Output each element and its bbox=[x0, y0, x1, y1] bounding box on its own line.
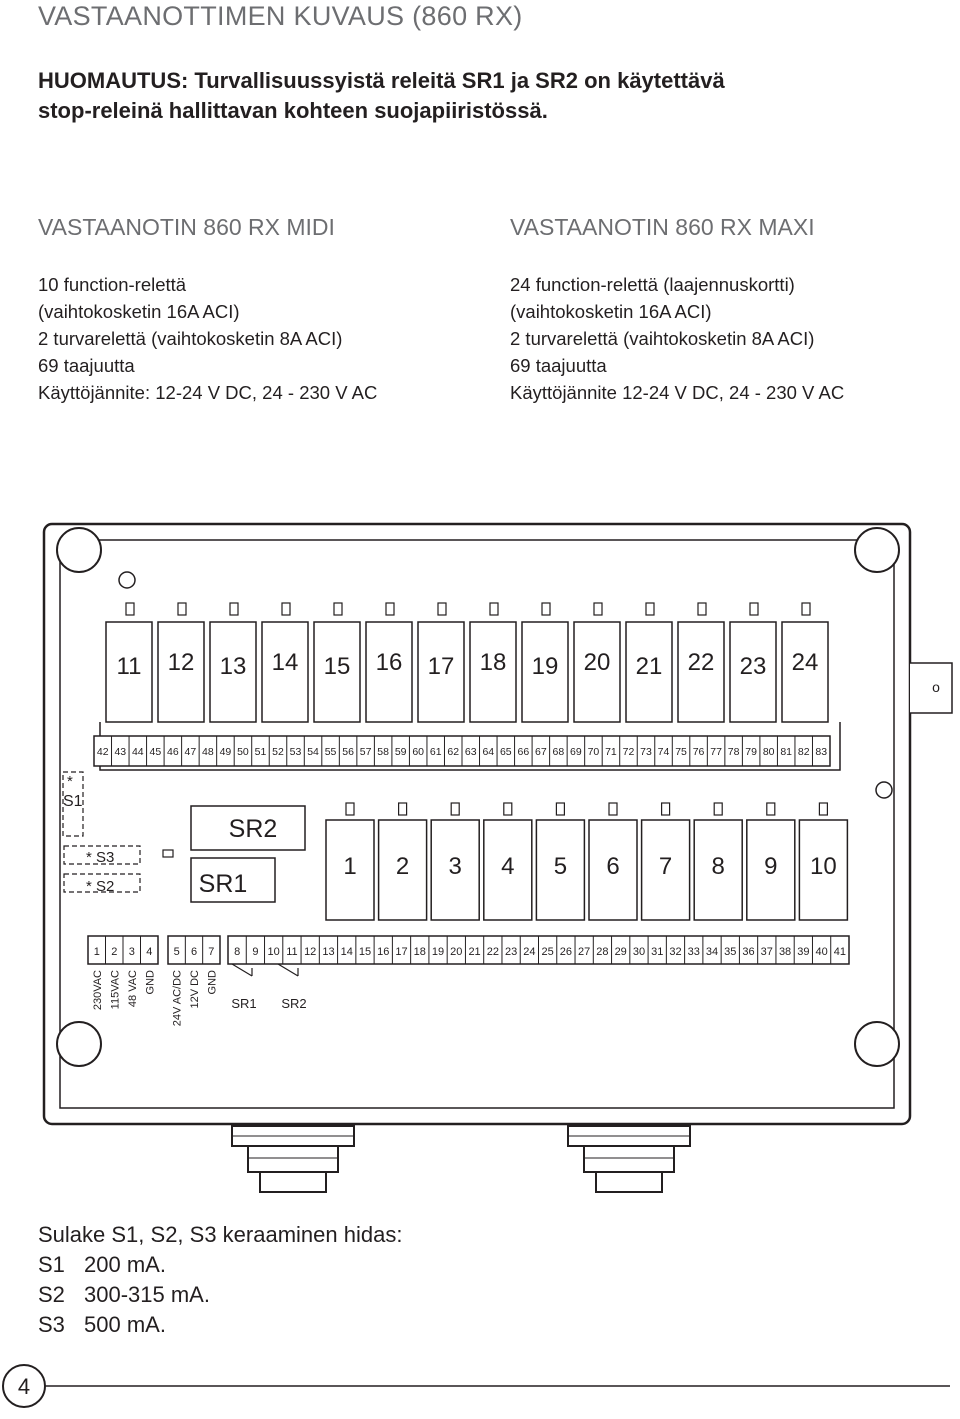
safety-warning bbox=[38, 66, 725, 126]
power-terminal-caption: 48 VAC bbox=[126, 970, 139, 1008]
terminal-52-label: 52 bbox=[272, 746, 284, 758]
relay-indicator-led bbox=[698, 603, 706, 615]
midi-spec-line: 69 taajuutta bbox=[38, 355, 135, 376]
terminal-12-label: 12 bbox=[304, 946, 317, 958]
side-tab bbox=[910, 663, 952, 713]
page-footer bbox=[0, 1355, 960, 1419]
receiver-wiring-diagram bbox=[0, 500, 960, 1200]
terminal-62-label: 62 bbox=[447, 746, 460, 758]
sr1-label: SR1 bbox=[198, 870, 248, 898]
terminal-80-label: 80 bbox=[762, 746, 775, 758]
relay-7-label: 7 bbox=[658, 853, 673, 880]
relay-indicator-led bbox=[662, 803, 670, 815]
terminal-66-label: 66 bbox=[517, 746, 530, 758]
terminal-20-label: 20 bbox=[450, 946, 463, 958]
page-number: 4 bbox=[17, 1374, 31, 1399]
relay-10-label: 10 bbox=[810, 853, 837, 880]
relay-indicator-led bbox=[819, 803, 827, 815]
relay-18-label: 18 bbox=[479, 649, 507, 676]
relay-6-label: 6 bbox=[606, 853, 620, 880]
terminal-54-label: 54 bbox=[307, 746, 319, 758]
terminal-18-label: 18 bbox=[413, 946, 426, 958]
maxi-spec-line: 2 turvarelettä (vaihtokosketin 8A ACI) bbox=[510, 328, 815, 349]
terminal-83-label: 83 bbox=[815, 746, 828, 758]
relay-indicator-led bbox=[399, 803, 407, 815]
terminal-9-label: 9 bbox=[252, 946, 259, 958]
terminal-25-label: 25 bbox=[541, 946, 554, 958]
relay-indicator-led bbox=[230, 603, 238, 615]
terminal-81-label: 81 bbox=[780, 746, 793, 758]
mounting-hole bbox=[57, 1022, 101, 1066]
relay-4-label: 4 bbox=[501, 853, 515, 880]
terminal-45-label: 45 bbox=[149, 746, 162, 758]
warning-line-2: stop-releinä hallittavan kohteen suojapiiristössä. bbox=[38, 98, 548, 123]
sr1-output-label: SR1 bbox=[231, 996, 257, 1011]
dc-terminal-caption: GND bbox=[206, 970, 219, 995]
terminal-77-label: 77 bbox=[710, 746, 722, 758]
terminal-33-label: 33 bbox=[687, 946, 700, 958]
warning-line-1: HUOMAUTUS: Turvallisuussyistä releitä SR1 ja SR2 on käytettävä bbox=[38, 68, 725, 93]
terminal-73-label: 73 bbox=[640, 746, 652, 758]
terminal-48-label: 48 bbox=[202, 746, 214, 758]
relay-indicator-led bbox=[438, 603, 446, 615]
terminal-8-label: 8 bbox=[234, 946, 241, 958]
relay-1-label: 1 bbox=[343, 853, 357, 880]
terminal-21-label: 21 bbox=[468, 946, 481, 958]
maxi-specs bbox=[510, 271, 844, 406]
relay-23-label: 23 bbox=[739, 653, 767, 680]
relay-indicator-led bbox=[451, 803, 459, 815]
maxi-spec-line: Käyttöjännite 12-24 V DC, 24 - 230 V AC bbox=[510, 382, 845, 403]
terminal-1-label: 1 bbox=[93, 946, 100, 958]
fuse-spec bbox=[38, 1220, 402, 1340]
terminal-3-label: 3 bbox=[128, 946, 135, 958]
terminal-57-label: 57 bbox=[359, 746, 372, 758]
fuse-name: S2 bbox=[38, 1282, 65, 1307]
cable-gland-right bbox=[568, 1126, 690, 1192]
relay-indicator-led bbox=[594, 603, 602, 615]
mounting-hole bbox=[855, 1022, 899, 1066]
terminal-61-label: 61 bbox=[429, 746, 442, 758]
midi-spec-line: 10 function-relettä bbox=[38, 274, 187, 295]
terminal-19-label: 19 bbox=[431, 946, 445, 958]
terminal-22-label: 22 bbox=[486, 946, 499, 958]
terminal-43-label: 43 bbox=[114, 746, 127, 758]
terminal-75-label: 75 bbox=[675, 746, 687, 758]
relay-21-label: 21 bbox=[635, 653, 663, 680]
terminal-71-label: 71 bbox=[605, 746, 617, 758]
relay-indicator-led bbox=[714, 803, 722, 815]
fuse-value: 200 mA. bbox=[84, 1252, 166, 1277]
terminal-34-label: 34 bbox=[705, 946, 719, 958]
terminal-74-label: 74 bbox=[657, 746, 670, 758]
board-screw-hole bbox=[119, 572, 135, 588]
relay-11-label: 11 bbox=[116, 653, 142, 680]
sr-indicator-led bbox=[163, 850, 173, 857]
terminal-50-label: 50 bbox=[237, 746, 249, 758]
terminal-47-label: 47 bbox=[184, 746, 197, 758]
terminal-2-label: 2 bbox=[111, 946, 118, 958]
terminal-28-label: 28 bbox=[596, 946, 609, 958]
mounting-hole bbox=[57, 528, 101, 572]
terminal-26-label: 26 bbox=[559, 946, 573, 958]
relay-indicator-led bbox=[609, 803, 617, 815]
terminal-59-label: 59 bbox=[394, 746, 407, 758]
fuse-s2-label: * S2 bbox=[86, 878, 115, 895]
maxi-spec-line: (vaihtokosketin 16A ACI) bbox=[510, 301, 712, 322]
relay-24-label: 24 bbox=[791, 649, 819, 676]
terminal-44-label: 44 bbox=[131, 746, 144, 758]
terminal-31-label: 31 bbox=[651, 946, 664, 958]
terminal-65-label: 65 bbox=[499, 746, 512, 758]
maxi-spec-line: 24 function-relettä (laajennuskortti) bbox=[510, 274, 795, 295]
power-terminal-caption: 230VAC bbox=[91, 970, 104, 1011]
relay-20-label: 20 bbox=[583, 649, 611, 676]
relay-indicator-led bbox=[802, 603, 810, 615]
midi-spec-line: (vaihtokosketin 16A ACI) bbox=[38, 301, 240, 322]
relay-22-label: 22 bbox=[687, 649, 715, 676]
terminal-76-label: 76 bbox=[692, 746, 705, 758]
relay-16-label: 16 bbox=[375, 649, 403, 676]
relay-indicator-led bbox=[346, 803, 354, 815]
midi-heading: VASTAANOTIN 860 RX MIDI bbox=[38, 214, 335, 240]
fuse-value: 500 mA. bbox=[84, 1312, 166, 1337]
fuse-s1-label: S1 bbox=[63, 793, 83, 810]
dc-terminal-caption: 24V AC/DC bbox=[171, 970, 184, 1027]
relay-indicator-led bbox=[556, 803, 564, 815]
terminal-40-label: 40 bbox=[815, 946, 828, 958]
relay-8-label: 8 bbox=[711, 853, 725, 880]
terminal-72-label: 72 bbox=[622, 746, 635, 758]
fuse-name: S1 bbox=[38, 1252, 65, 1277]
terminal-82-label: 82 bbox=[797, 746, 810, 758]
terminal-23-label: 23 bbox=[504, 946, 518, 958]
relay-2-label: 2 bbox=[395, 853, 410, 880]
terminal-60-label: 60 bbox=[412, 746, 425, 758]
terminal-46-label: 46 bbox=[167, 746, 179, 758]
terminal-17-label: 17 bbox=[395, 946, 408, 958]
midi-spec-line: 2 turvarelettä (vaihtokosketin 8A ACI) bbox=[38, 328, 343, 349]
terminal-79-label: 79 bbox=[745, 746, 757, 758]
terminal-11-label: 11 bbox=[286, 946, 298, 958]
terminal-49-label: 49 bbox=[219, 746, 232, 758]
terminal-32-label: 32 bbox=[669, 946, 682, 958]
terminal-13-label: 13 bbox=[322, 946, 335, 958]
board-screw-hole bbox=[876, 782, 892, 798]
relay-12-label: 12 bbox=[167, 649, 195, 676]
terminal-55-label: 55 bbox=[324, 746, 337, 758]
terminal-51-label: 51 bbox=[254, 746, 267, 758]
relay-indicator-led bbox=[178, 603, 186, 615]
fuse-s1-asterisk: * bbox=[67, 773, 73, 790]
terminal-35-label: 35 bbox=[724, 946, 737, 958]
relay-indicator-led bbox=[504, 803, 512, 815]
terminal-6-label: 6 bbox=[190, 946, 198, 958]
terminal-37-label: 37 bbox=[760, 946, 773, 958]
relay-9-label: 9 bbox=[764, 853, 778, 880]
terminal-7-label: 7 bbox=[208, 946, 215, 958]
midi-specs bbox=[38, 271, 377, 406]
terminal-5-label: 5 bbox=[173, 946, 180, 958]
fuse-row bbox=[38, 1310, 402, 1340]
relay-indicator-led bbox=[386, 603, 394, 615]
terminal-29-label: 29 bbox=[614, 946, 627, 958]
terminal-64-label: 64 bbox=[482, 746, 495, 758]
maxi-spec-line: 69 taajuutta bbox=[510, 355, 607, 376]
power-terminal-caption: 115VAC bbox=[109, 970, 122, 1010]
fuse-row bbox=[38, 1280, 402, 1310]
relay-14-label: 14 bbox=[271, 649, 299, 676]
relay-indicator-led bbox=[767, 803, 775, 815]
relay-indicator-led bbox=[750, 603, 758, 615]
fuse-row bbox=[38, 1250, 402, 1280]
side-tab-mark: o bbox=[932, 679, 940, 695]
terminal-63-label: 63 bbox=[464, 746, 477, 758]
relay-5-label: 5 bbox=[553, 853, 568, 880]
terminal-70-label: 70 bbox=[587, 746, 600, 758]
relay-13-label: 13 bbox=[219, 653, 247, 680]
fuse-heading: Sulake S1, S2, S3 keraaminen hidas: bbox=[38, 1222, 403, 1247]
relay-indicator-led bbox=[646, 603, 654, 615]
relay-indicator-led bbox=[282, 603, 290, 615]
terminal-58-label: 58 bbox=[377, 746, 389, 758]
terminal-4-label: 4 bbox=[146, 946, 153, 958]
fuse-name: S3 bbox=[38, 1312, 65, 1337]
relay-indicator-led bbox=[126, 603, 134, 615]
relay-17-label: 17 bbox=[427, 653, 455, 680]
relay-indicator-led bbox=[334, 603, 342, 615]
terminal-42-label: 42 bbox=[96, 746, 109, 758]
fuse-s3-label: * S3 bbox=[86, 849, 115, 866]
terminal-41-label: 41 bbox=[833, 946, 846, 958]
relay-3-label: 3 bbox=[448, 853, 462, 880]
terminal-68-label: 68 bbox=[552, 746, 565, 758]
page-title: VASTAANOTTIMEN KUVAUS (860 RX) bbox=[38, 1, 523, 31]
terminal-27-label: 27 bbox=[578, 946, 591, 958]
cable-gland-left bbox=[232, 1126, 354, 1192]
terminal-38-label: 38 bbox=[778, 946, 792, 958]
upper-terminal-strip bbox=[94, 736, 830, 766]
relay-15-label: 15 bbox=[323, 653, 351, 680]
relay-indicator-led bbox=[542, 603, 550, 615]
terminal-24-label: 24 bbox=[523, 946, 536, 958]
terminal-39-label: 39 bbox=[797, 946, 810, 958]
maxi-heading: VASTAANOTIN 860 RX MAXI bbox=[510, 214, 815, 240]
mounting-hole bbox=[855, 528, 899, 572]
terminal-78-label: 78 bbox=[727, 746, 740, 758]
sr2-label: SR2 bbox=[228, 815, 278, 843]
terminal-14-label: 14 bbox=[340, 946, 353, 958]
sr2-output-label: SR2 bbox=[281, 996, 307, 1011]
fuse-value: 300-315 mA. bbox=[84, 1282, 210, 1307]
terminal-69-label: 69 bbox=[570, 746, 582, 758]
terminal-36-label: 36 bbox=[742, 946, 755, 958]
terminal-30-label: 30 bbox=[632, 946, 646, 958]
terminal-67-label: 67 bbox=[535, 746, 547, 758]
power-terminal-caption: GND bbox=[144, 970, 157, 995]
midi-spec-line: Käyttöjännite: 12-24 V DC, 24 - 230 V AC bbox=[38, 382, 378, 403]
terminal-16-label: 16 bbox=[377, 946, 390, 958]
terminal-15-label: 15 bbox=[358, 946, 372, 958]
terminal-53-label: 53 bbox=[289, 746, 302, 758]
terminal-10-label: 10 bbox=[267, 946, 280, 958]
relay-indicator-led bbox=[490, 603, 498, 615]
terminal-56-label: 56 bbox=[342, 746, 354, 758]
relay-19-label: 19 bbox=[531, 653, 559, 680]
dc-terminal-caption: 12V DC bbox=[189, 970, 201, 1009]
